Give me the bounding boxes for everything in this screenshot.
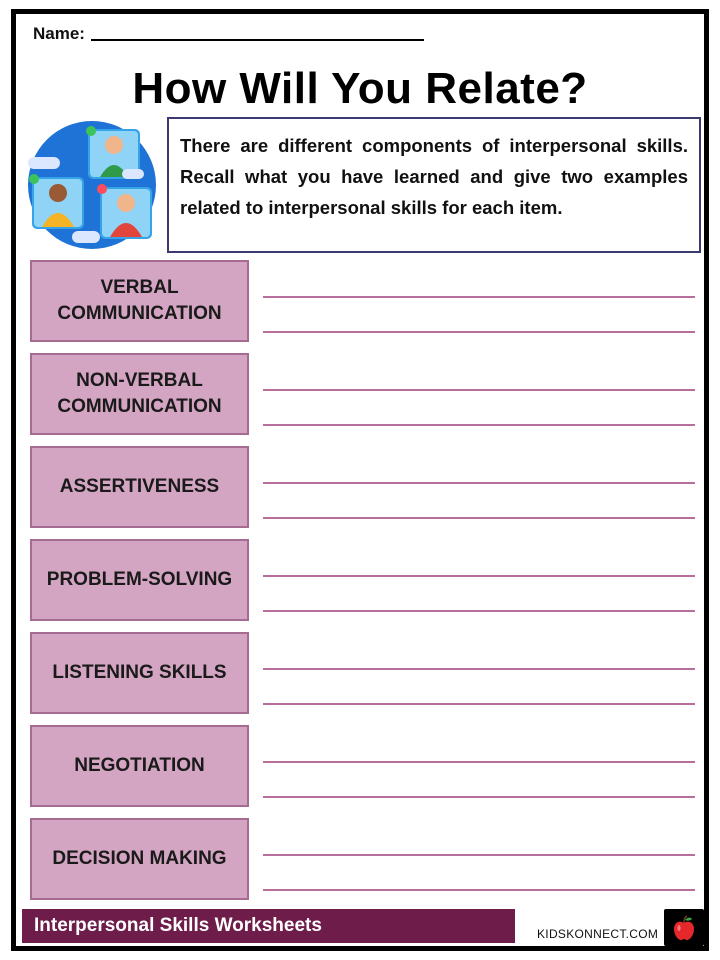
list-item [30, 632, 700, 714]
name-field-row [33, 24, 424, 44]
footer-series-title: Interpersonal Skills Worksheets [22, 909, 515, 943]
answer-line[interactable] [263, 331, 695, 333]
worksheet-page [11, 9, 709, 951]
footer-website: KIDSKONNECT.COM [537, 927, 659, 941]
skill-label: DECISION MAKING [30, 818, 249, 900]
answer-line[interactable] [263, 575, 695, 577]
answer-line[interactable] [263, 424, 695, 426]
list-item [30, 353, 700, 435]
answer-line[interactable] [263, 517, 695, 519]
answer-line[interactable] [263, 889, 695, 891]
answer-line[interactable] [263, 296, 695, 298]
skill-label: NON-VERBAL COMMUNICATION [30, 353, 249, 435]
list-item [30, 539, 700, 621]
answer-line[interactable] [263, 796, 695, 798]
answer-line[interactable] [263, 668, 695, 670]
name-label: Name: [33, 24, 85, 43]
answer-line[interactable] [263, 610, 695, 612]
list-item [30, 446, 700, 528]
answer-line[interactable] [263, 703, 695, 705]
answer-line[interactable] [263, 761, 695, 763]
skill-label: NEGOTIATION [30, 725, 249, 807]
apple-logo-icon [664, 909, 704, 946]
list-item [30, 725, 700, 807]
instructions-box: There are different components of interpersonal skills. Recall what you have learned and give two examples related to interpersonal skills for each item. [167, 117, 701, 253]
list-item [30, 260, 700, 342]
skill-label: ASSERTIVENESS [30, 446, 249, 528]
skill-label: PROBLEM-SOLVING [30, 539, 249, 621]
answer-line[interactable] [263, 482, 695, 484]
page-title: How Will You Relate? [132, 64, 588, 113]
skill-label: LISTENING SKILLS [30, 632, 249, 714]
answer-line[interactable] [263, 854, 695, 856]
answer-line[interactable] [263, 389, 695, 391]
skill-label: VERBAL COMMUNICATION [30, 260, 249, 342]
video-call-people-icon [24, 119, 160, 251]
name-blank-line[interactable] [91, 39, 424, 41]
list-item [30, 818, 700, 900]
